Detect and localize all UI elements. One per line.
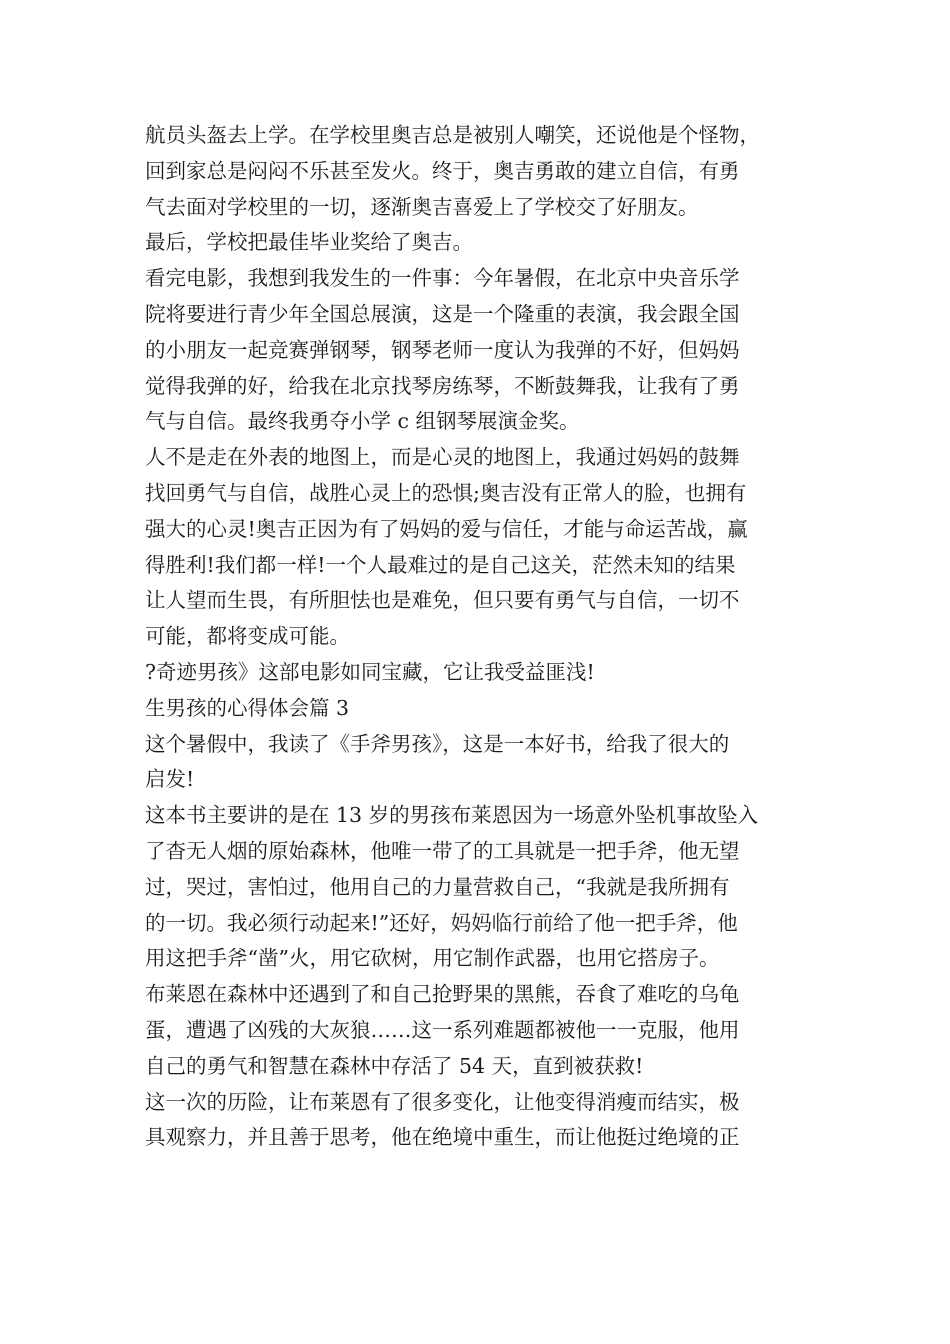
text-line: 这一次的历险，让布莱恩有了很多变化，让他变得消瘦而结实，极 — [145, 1089, 740, 1114]
text-line: 了杳无人烟的原始森林，他唯一带了的工具就是一把手斧，他无望 — [145, 838, 740, 863]
text-line: 具观察力，并且善于思考，他在绝境中重生，而让他挺过绝境的正 — [145, 1125, 740, 1150]
text-line: 人不是走在外表的地图上，而是心灵的地图上，我通过妈妈的鼓舞 — [145, 445, 740, 470]
text-line: 蛋，遭遇了凶残的大灰狼……这一系列难题都被他一一克服，他用 — [145, 1017, 740, 1042]
text-line: 用这把手斧“凿”火，用它砍树，用它制作武器，也用它搭房子。 — [145, 946, 720, 971]
text-line: 气去面对学校里的一切，逐渐奥吉喜爱上了学校交了好朋友。 — [145, 194, 699, 219]
text-line: 让人望而生畏，有所胆怯也是难免，但只要有勇气与自信，一切不 — [145, 588, 740, 613]
text-line: 气与自信。最终我勇夺小学 c 组钢琴展演金奖。 — [145, 409, 580, 434]
text-line: 航员头盔去上学。在学校里奥吉总是被别人嘲笑，还说他是个怪物， — [145, 123, 760, 147]
text-line: ?奇迹男孩》这部电影如同宝藏，它让我受益匪浅! — [145, 659, 595, 684]
text-line: 的一切。我必须行动起来!”还好，妈妈临行前给了他一把手斧，他 — [145, 910, 738, 935]
document-body — [145, 118, 810, 1156]
text-line: 强大的心灵!奥吉正因为有了妈妈的爱与信任，才能与命运苦战，赢 — [145, 516, 748, 541]
text-line: 得胜利!我们都一样!一个人最难过的是自己这关，茫然未知的结果 — [145, 552, 736, 577]
text-line: 这个暑假中，我读了《手斧男孩》，这是一本好书，给我了很大的 — [145, 731, 730, 756]
text-line: 过，哭过，害怕过，他用自己的力量营救自己，“我就是我所拥有 — [145, 874, 730, 899]
text-line: 看完电影，我想到我发生的一件事：今年暑假，在北京中央音乐学 — [145, 266, 740, 291]
text-line: 院将要进行青少年全国总展演，这是一个隆重的表演，我会跟全国 — [145, 301, 740, 326]
text-line: 布莱恩在森林中还遇到了和自己抢野果的黑熊，吞食了难吃的乌龟 — [145, 982, 740, 1007]
text-line: 最后，学校把最佳毕业奖给了奥吉。 — [145, 230, 473, 255]
text-line: 这本书主要讲的是在 13 岁的男孩布莱恩因为一场意外坠机事故坠入 — [145, 803, 759, 828]
section-heading: 生男孩的心得体会篇 3 — [145, 695, 350, 720]
text-line: 的小朋友一起竞赛弹钢琴，钢琴老师一度认为我弹的不好，但妈妈 — [145, 337, 740, 362]
text-line: 觉得我弹的好，给我在北京找琴房练琴，不断鼓舞我，让我有了勇 — [145, 373, 740, 398]
text-line: 回到家总是闷闷不乐甚至发火。终于，奥吉勇敢的建立自信，有勇 — [145, 158, 740, 183]
text-line: 自己的勇气和智慧在森林中存活了 54 天，直到被获救! — [145, 1053, 644, 1078]
text-line: 找回勇气与自信，战胜心灵上的恐惧;奥吉没有正常人的脸，也拥有 — [145, 480, 747, 505]
text-line: 可能，都将变成可能。 — [145, 624, 350, 649]
text-line: 启发! — [145, 767, 195, 792]
